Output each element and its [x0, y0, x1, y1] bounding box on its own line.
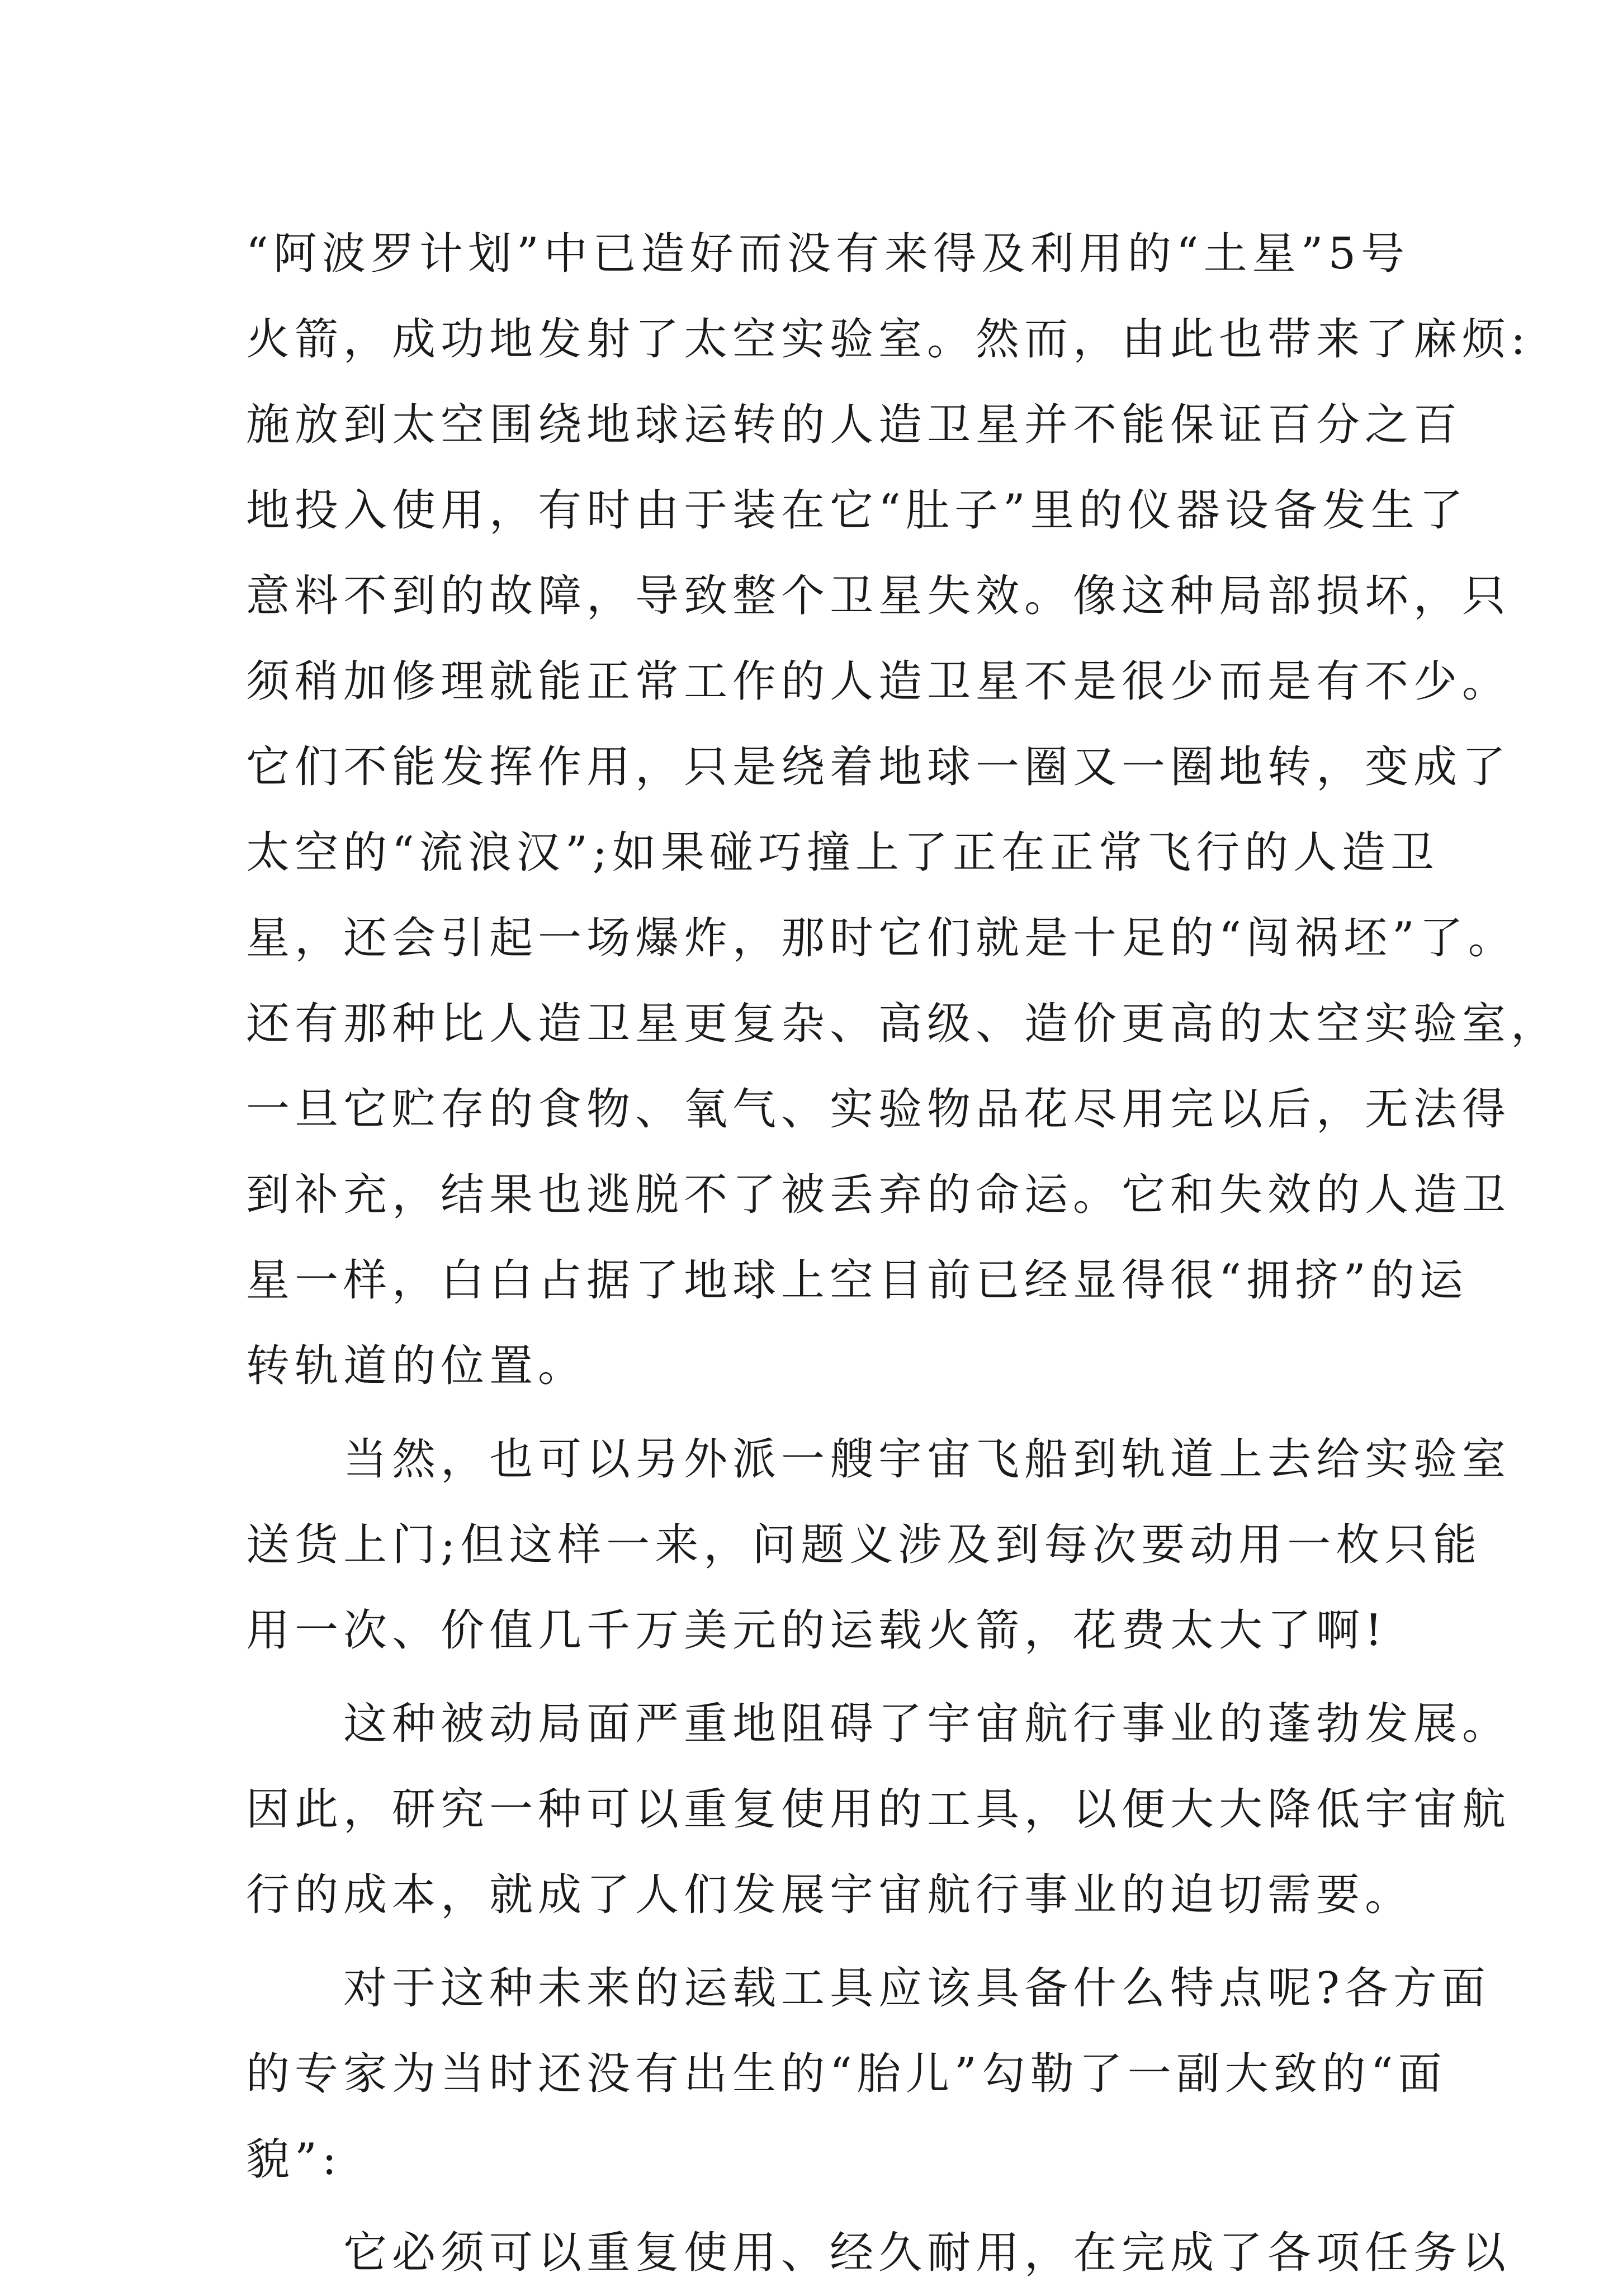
- paragraph-3: [246, 1681, 1511, 1938]
- paragraph-spacer: [246, 2203, 1398, 2210]
- paragraph-spacer: [246, 1674, 1398, 1681]
- text-line: 到补充，结果也逃脱不了被丢弃的命运。它和失效的人造卫: [246, 1170, 1511, 1220]
- text-line: 它们不能发挥作用，只是绕着地球一圈又一圈地转，变成了: [246, 742, 1511, 792]
- text-line: 地投入使用，有时由于装在它“肚子”里的仪器设备发生了: [246, 485, 1468, 536]
- text-line: 一旦它贮存的食物、氧气、实验物品花尽用完以后，无法得: [246, 1084, 1511, 1135]
- paragraph-5: [246, 2210, 1511, 2296]
- text-line: 对于这种未来的运载工具应该具备什么特点呢?各方面: [246, 1963, 1491, 2014]
- text-line: 星，还会引起一场爆炸，那时它们就是十足的“闯祸坯”了。: [246, 913, 1517, 963]
- paragraph-spacer: [246, 1409, 1398, 1417]
- text-line: “阿波罗计划”中已造好而没有来得及利用的“土星”5号: [246, 229, 1410, 279]
- text-line: 因此，研究一种可以重复使用的工具，以便大大降低宇宙航: [246, 1784, 1511, 1835]
- text-line: 用一次、价值几千万美元的运载火箭，花费太大了啊!: [246, 1605, 1388, 1656]
- paragraph-spacer: [246, 1938, 1398, 1946]
- text-line: 还有那种比人造卫星更复杂、高级、造价更高的太空实验室，: [246, 999, 1560, 1049]
- text-line: 意料不到的故障，导致整个卫星失效。像这种局部损坏，只: [246, 571, 1511, 621]
- text-line: 太空的“流浪汉”;如果碰巧撞上了正在正常飞行的人造卫: [246, 828, 1440, 878]
- text-line: 的专家为当时还没有出生的“胎儿”勾勒了一副大致的“面: [246, 2049, 1447, 2099]
- text-line: 当然，也可以另外派一艘宇宙飞船到轨道上去给实验室: [246, 1434, 1511, 1485]
- paragraph-2: [246, 1417, 1511, 1674]
- text-line: 它必须可以重复使用、经久耐用，在完成了各项任务以: [246, 2228, 1511, 2278]
- text-line: 转轨道的位置。: [246, 1341, 587, 1391]
- paragraph-4: [246, 1946, 1491, 2203]
- text-line: 貌”:: [246, 2134, 342, 2185]
- body-text: [246, 211, 1560, 2296]
- text-line: 这种被动局面严重地阻碍了宇宙航行事业的蓬勃发展。: [246, 1699, 1511, 1749]
- text-line: 星一样，白白占据了地球上空目前已经显得很“拥挤”的运: [246, 1255, 1468, 1306]
- text-line: 火箭，成功地发射了太空实验室。然而，由此也带来了麻烦:: [246, 314, 1531, 365]
- text-line: 施放到太空围绕地球运转的人造卫星并不能保证百分之百: [246, 400, 1463, 450]
- text-line: 行的成本，就成了人们发展宇宙航行事业的迫切需要。: [246, 1870, 1414, 1920]
- paragraph-1: [246, 211, 1560, 1409]
- text-line: 送货上门;但这样一来，问题义涉及到每次要动用一枚只能: [246, 1520, 1482, 1570]
- text-line: 须稍加修理就能正常工作的人造卫星不是很少而是有不少。: [246, 656, 1511, 707]
